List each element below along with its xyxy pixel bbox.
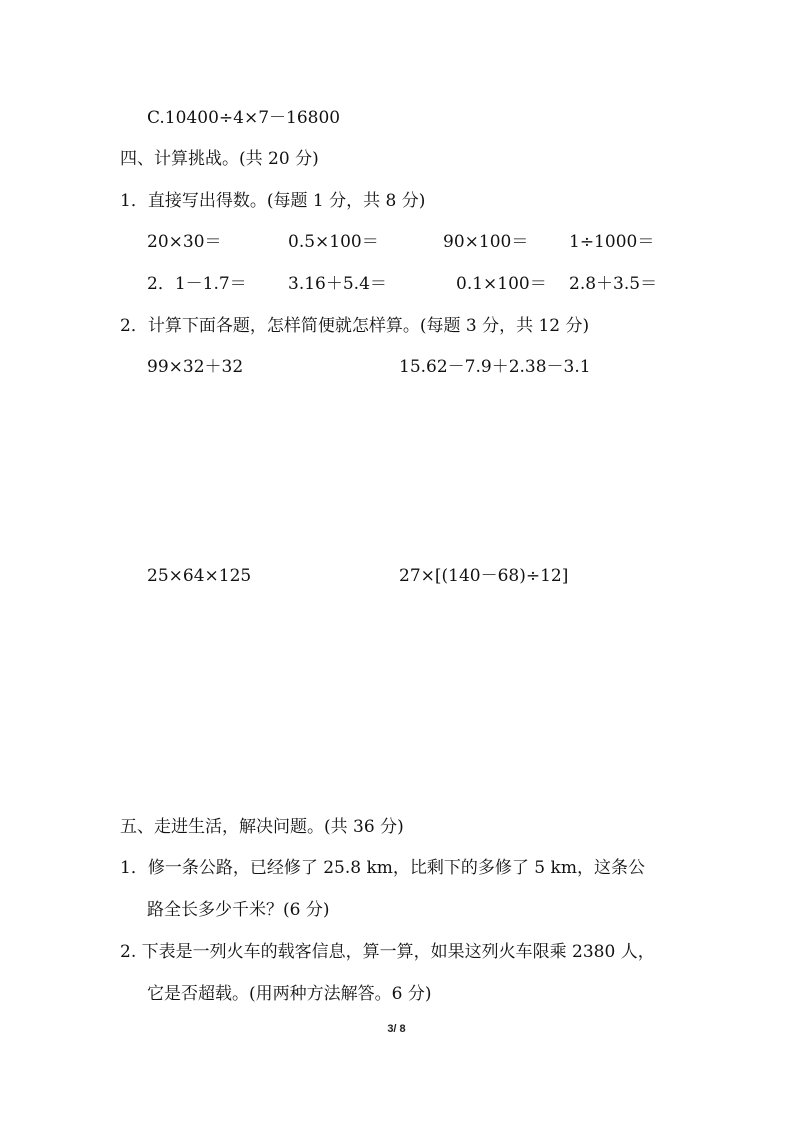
q2-title: 2．计算下面各题，怎样简便就怎样算。(每题 3 分，共 12 分) bbox=[120, 316, 590, 336]
oral-calc-item: 2.8＋3.5＝ bbox=[569, 274, 658, 294]
section5-heading: 五、走进生活，解决问题。(共 36 分) bbox=[120, 817, 404, 837]
oral-calc-item: 1÷1000＝ bbox=[569, 232, 655, 252]
calc-problem: 15.62－7.9＋2.38－3.1 bbox=[399, 357, 591, 377]
oral-calc-item: 0.5×100＝ bbox=[288, 232, 379, 252]
oral-calc-item: 90×100＝ bbox=[443, 232, 529, 252]
calc-problem: 27×[(140－68)÷12] bbox=[399, 566, 569, 586]
section4-heading: 四、计算挑战。(共 20 分) bbox=[120, 149, 319, 169]
calc-problem: 99×32＋32 bbox=[147, 357, 244, 377]
word-problem-1-line2: 路全长多少千米？(6 分) bbox=[147, 900, 330, 920]
word-problem-2-line1: 2. 下表是一列火车的载客信息，算一算，如果这列火车限乘 2380 人， bbox=[120, 942, 655, 962]
word-problem-2-line2: 它是否超载。(用两种方法解答。6 分) bbox=[147, 984, 432, 1004]
q1-title: 1．直接写出得数。(每题 1 分，共 8 分) bbox=[120, 191, 426, 211]
option-c: C.10400÷4×7－16800 bbox=[147, 108, 341, 128]
oral-calc-item: 2．1－1.7＝ bbox=[147, 274, 247, 294]
oral-calc-item: 20×30＝ bbox=[147, 232, 222, 252]
word-problem-1-line1: 1．修一条公路，已经修了 25.8 km，比剩下的多修了 5 km，这条公 bbox=[120, 858, 645, 878]
oral-calc-item: 3.16＋5.4＝ bbox=[288, 274, 387, 294]
oral-calc-item: 0.1×100＝ bbox=[456, 274, 547, 294]
page-number: 3/ 8 bbox=[387, 1023, 406, 1035]
calc-problem: 25×64×125 bbox=[147, 566, 252, 586]
